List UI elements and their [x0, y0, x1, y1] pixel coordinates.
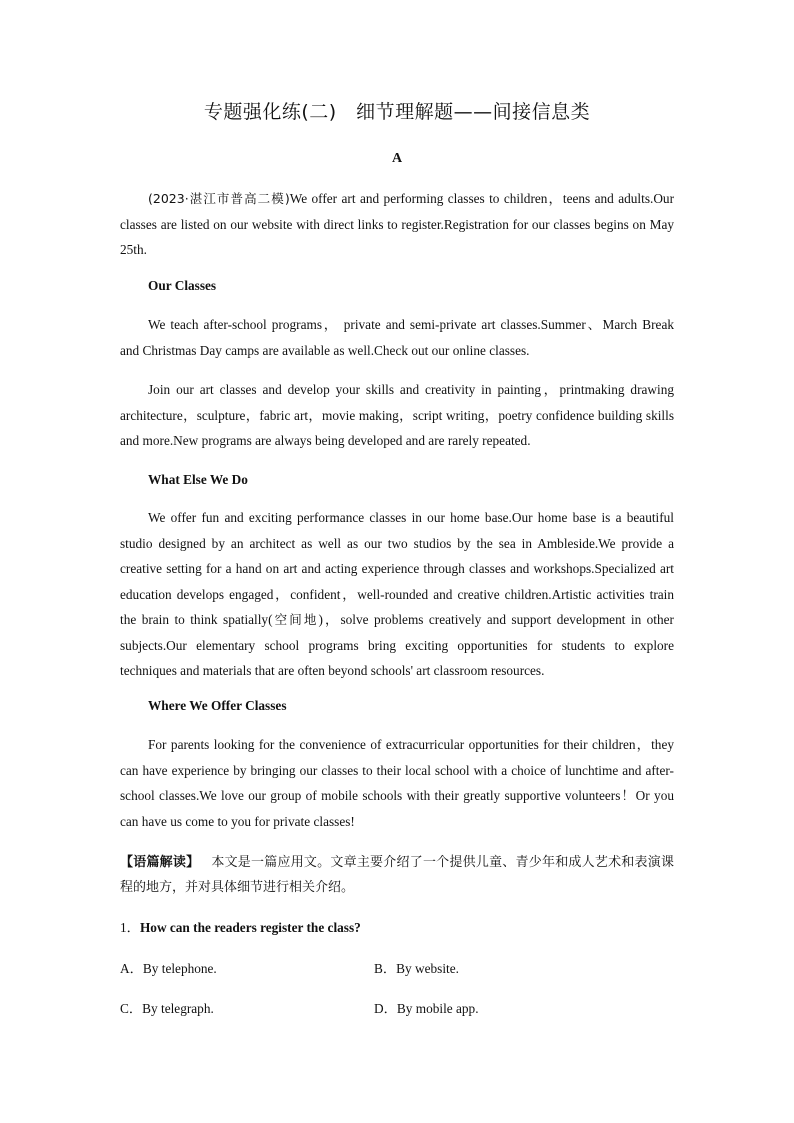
what-else-paragraph	[120, 505, 674, 684]
question-number: 1．	[120, 920, 140, 935]
option-letter: D．	[374, 1001, 397, 1016]
our-classes-paragraph-2: Join our art classes and develop your skills and creativity in painting，printmaking drawing architecture，sculpture，fabric art，movie making，script writing，poetry confidence building skills and more.New programs are always being developed and are rarely repeated.	[120, 382, 674, 448]
option-b[interactable]	[374, 959, 459, 979]
option-d[interactable]	[374, 999, 479, 1019]
option-text: By website.	[396, 961, 459, 976]
page-title: 专题强化练(二) 细节理解题——间接信息类	[203, 101, 591, 123]
chinese-gloss: 空间地	[272, 612, 319, 627]
option-letter: C．	[120, 1001, 143, 1016]
option-a[interactable]	[120, 959, 217, 979]
what-else-text-after: )，solve problems creatively and support development in other subjects.Our elementary school programs bring exciting opportunities for students to explore techniques and materials that are often beyond schools' art classroom resources.	[120, 612, 674, 678]
heading-where: Where We Offer Classes	[148, 698, 287, 713]
heading-what-else: What Else We Do	[148, 472, 248, 487]
passage-analysis	[120, 850, 674, 900]
source-note: (2023·湛江市普高二模)	[148, 191, 290, 206]
option-text: By telephone.	[142, 961, 217, 976]
question-text: How can the readers register the class?	[139, 920, 361, 935]
analysis-tag: 【语篇解读】	[120, 855, 200, 870]
our-classes-paragraph-1: We teach after-school programs， private and semi-private art classes.Summer、March Break and Christmas Day camps are available as well.Check out our online classes.	[120, 317, 674, 358]
option-letter: A．	[120, 961, 143, 976]
section-letter: A	[391, 151, 403, 166]
intro-text: We offer art and performing classes to children，teens and adults.Our classes are listed on our website with direct links to register.Registration for our classes begins on May 25th.	[120, 191, 674, 257]
analysis-text: 本文是一篇应用文。文章主要介绍了一个提供儿童、青少年和成人艺术和表演课程的地方，并对具体细节进行相关介绍。	[120, 855, 674, 895]
intro-paragraph	[120, 186, 674, 263]
where-paragraph: For parents looking for the convenience of extracurricular opportunities for their children，they can have experience by bringing our classes to their local school with a choice of lunchtime and after-school classes.We love our group of mobile schools with their greatly supportive volunteers！Or you can have us come to you for private classes!	[120, 737, 674, 829]
heading-our-classes: Our Classes	[148, 278, 217, 293]
option-letter: B．	[374, 961, 397, 976]
option-text: By telegraph.	[142, 1001, 214, 1016]
option-c[interactable]	[120, 999, 214, 1019]
what-else-text-before: We offer fun and exciting performance classes in our home base.Our home base is a beautiful studio designed by an architect as well as our two studios by the sea in Ambleside.We provide a creative setting for a hand on art and acting experience through classes and workshops.Specialized art education develops engaged，confident，well-rounded and creative children.Artistic activities train the brain to think spatially(	[120, 510, 674, 627]
option-text: By mobile app.	[396, 1001, 479, 1016]
question-1	[120, 918, 361, 938]
